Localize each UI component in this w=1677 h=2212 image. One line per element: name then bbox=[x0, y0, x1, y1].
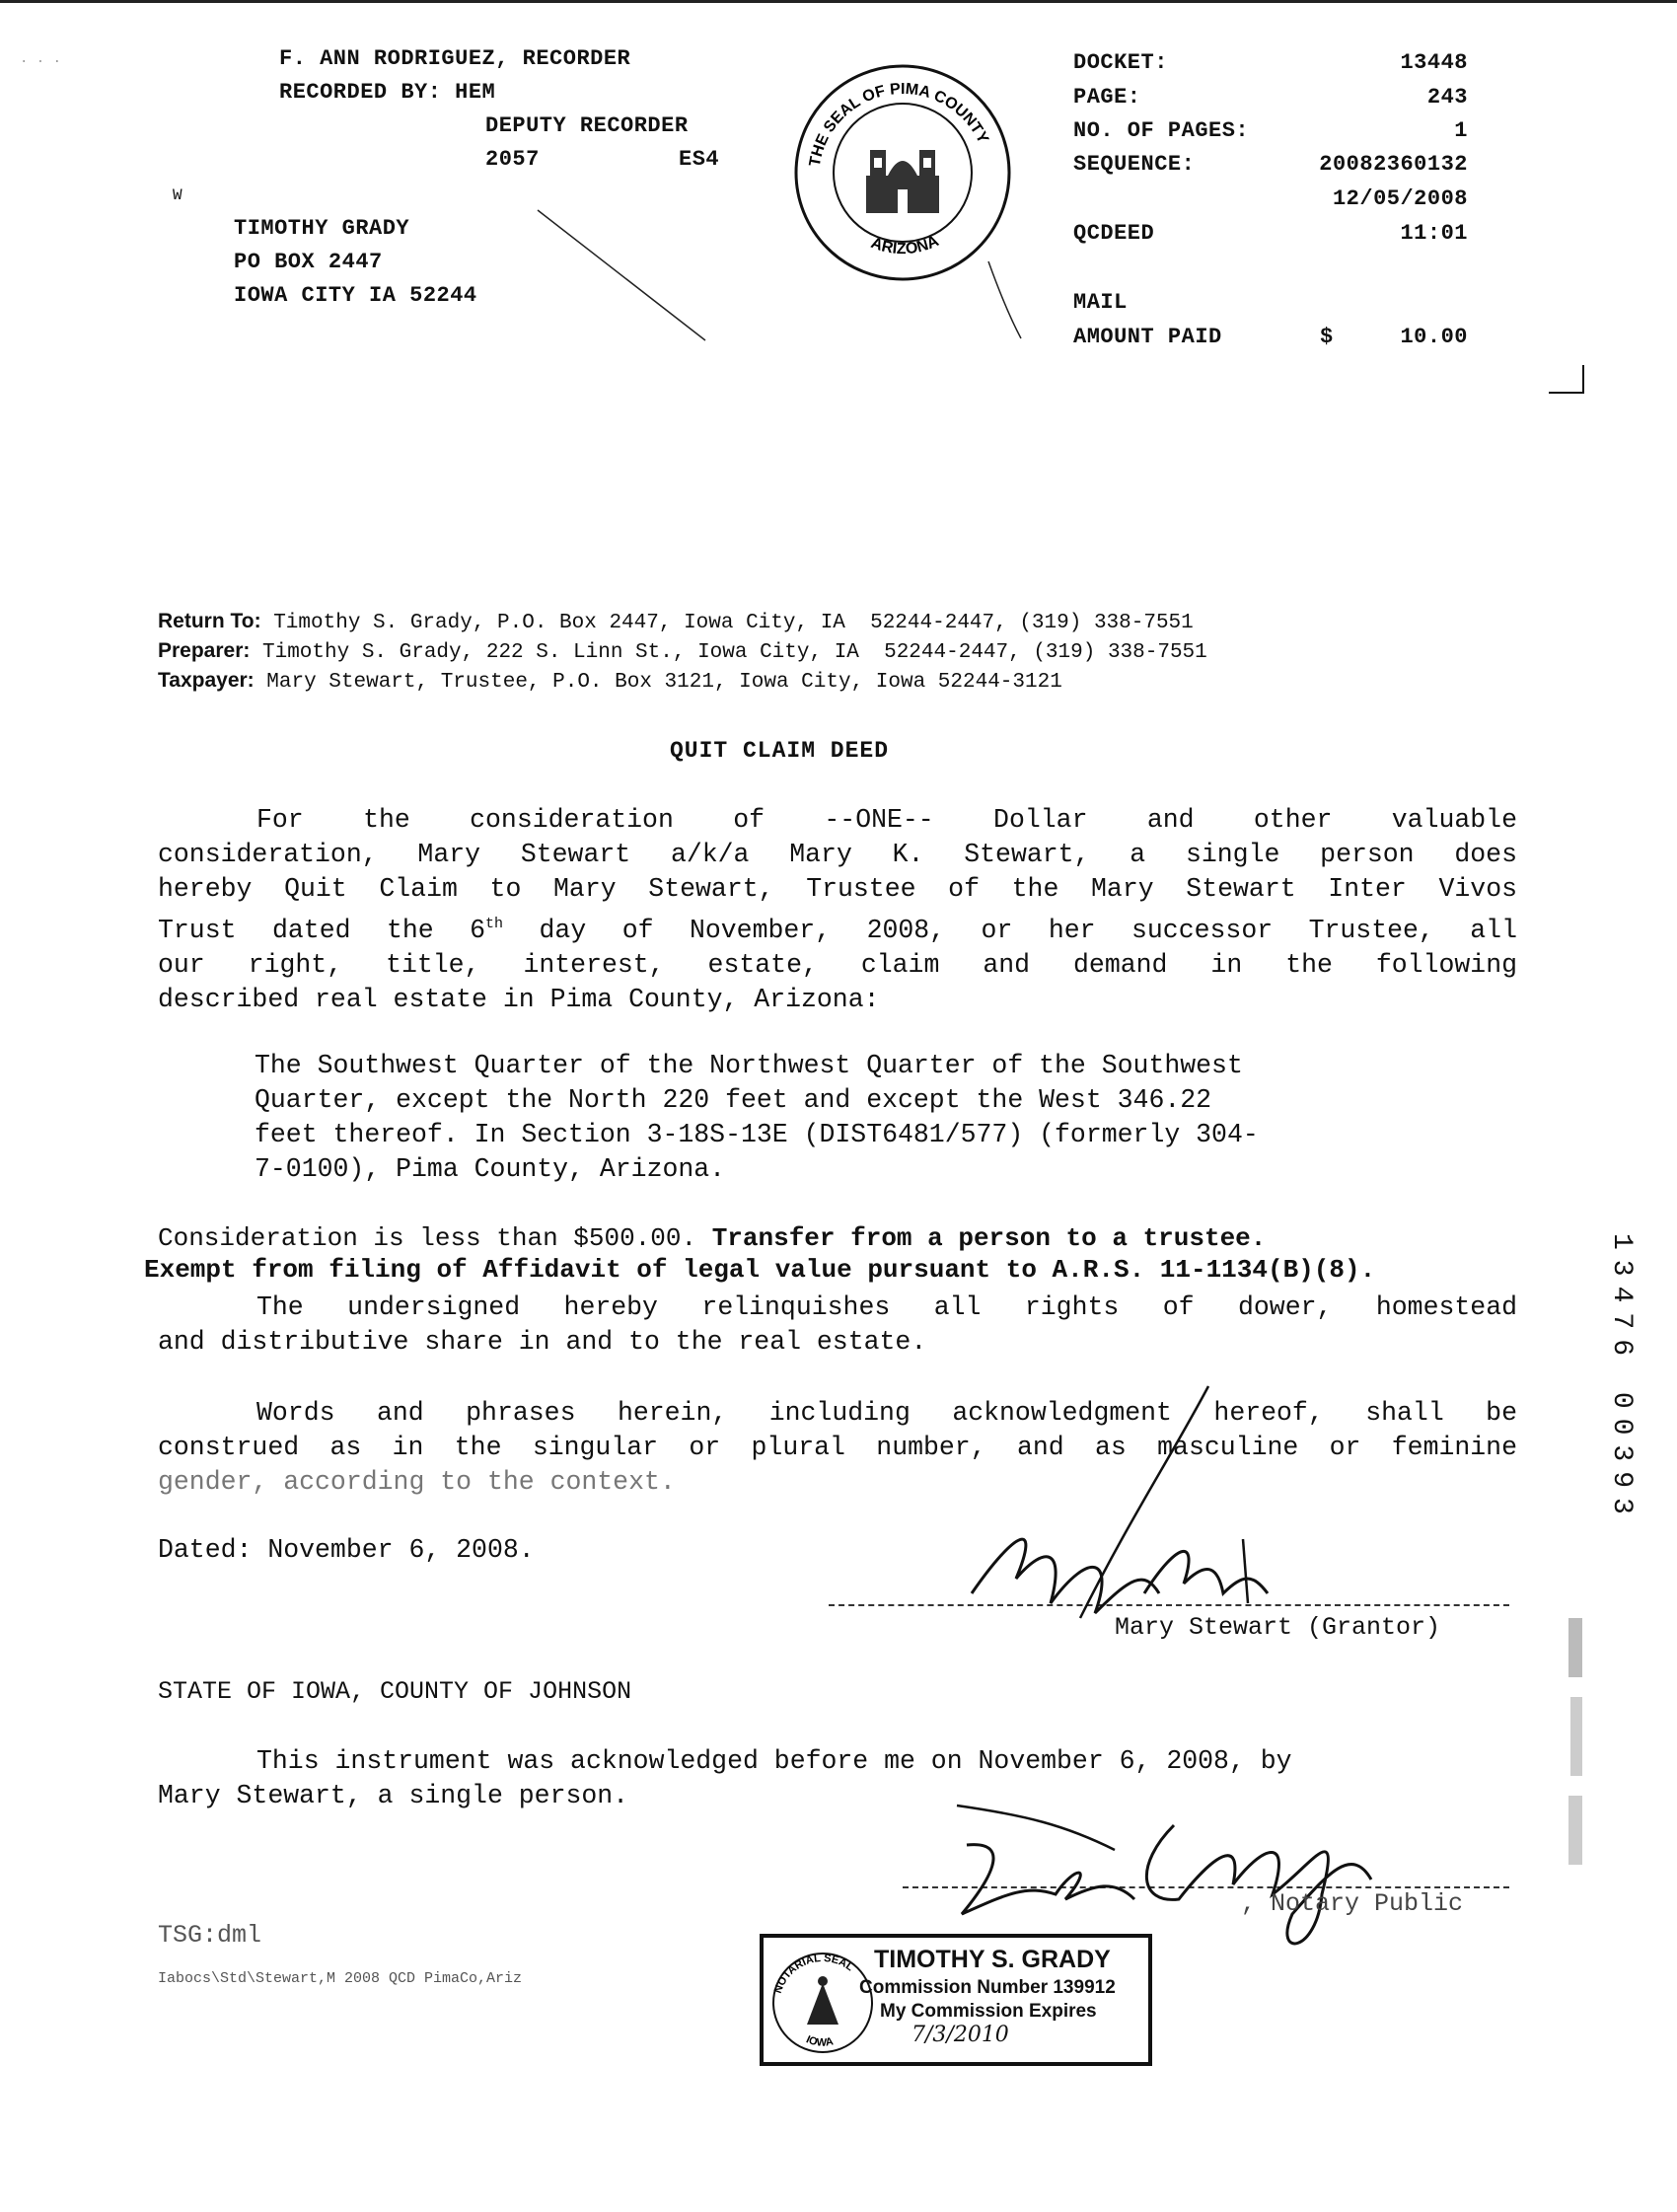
mail-to-name: TIMOTHY GRADY bbox=[234, 216, 410, 241]
conveyance-line-3: hereby Quit Claim to Mary Stewart, Trustee of the Mary Stewart Inter Vivos bbox=[158, 874, 1517, 904]
sequence-value: 20082360132 bbox=[1319, 152, 1468, 177]
conveyance-line-1: For the consideration of --ONE-- Dollar and other valuable bbox=[256, 805, 1517, 835]
legal-line-3: feet thereof. In Section 3-18S-13E (DIST6481/577) (formerly 304- bbox=[255, 1120, 1259, 1149]
conveyance-paragraph bbox=[158, 803, 1517, 1017]
docket-label: DOCKET: bbox=[1073, 50, 1168, 75]
margin-document-number: 13476 00393 bbox=[1606, 1233, 1637, 1524]
mail-to-box: PO BOX 2447 bbox=[234, 250, 383, 274]
grantor-signature bbox=[957, 1381, 1332, 1643]
venue-line: STATE OF IOWA, COUNTY OF JOHNSON bbox=[158, 1677, 632, 1706]
recorder-station: ES4 bbox=[679, 147, 720, 172]
page-label: PAGE: bbox=[1073, 85, 1141, 110]
notarial-seal-bottom-text: IOWA bbox=[804, 2033, 835, 2049]
page-value: 243 bbox=[1426, 85, 1468, 110]
construction-line-2: construed as in the singular or plural number, and as masculine or feminine bbox=[158, 1433, 1517, 1462]
mail-label: MAIL bbox=[1073, 290, 1128, 315]
scan-speck: · · · bbox=[20, 54, 62, 70]
notary-emblem-icon bbox=[807, 1983, 838, 2025]
document-type: QCDEED bbox=[1073, 221, 1155, 246]
mail-mark: W bbox=[173, 186, 183, 204]
conveyance-line-5: our right, title, interest, estate, claim and demand in the following bbox=[158, 949, 1517, 980]
recorder-code: 2057 bbox=[485, 147, 540, 172]
conveyance-line-4: Trust dated the 6th day of November, 2008, or her successor Trustee, all bbox=[158, 915, 1517, 945]
notary-caption: , Notary Public bbox=[1241, 1889, 1464, 1918]
document-title: QUIT CLAIM DEED bbox=[669, 738, 890, 764]
notary-expires-label: My Commission Expires bbox=[880, 2001, 1097, 2022]
grantor-caption: Mary Stewart (Grantor) bbox=[1115, 1613, 1441, 1642]
legal-line-4: 7-0100), Pima County, Arizona. bbox=[255, 1154, 726, 1184]
legal-line-1: The Southwest Quarter of the Northwest Quarter of the Southwest bbox=[255, 1051, 1243, 1080]
currency-symbol: $ bbox=[1320, 325, 1334, 349]
exemption-line: Exempt from filing of Affidavit of legal value pursuant to A.R.S. 11-1134(B)(8). bbox=[144, 1255, 1376, 1285]
pages-label: NO. OF PAGES: bbox=[1073, 118, 1250, 143]
deputy-recorder: DEPUTY RECORDER bbox=[485, 113, 689, 138]
conveyance-line-2: consideration, Mary Stewart a/k/a Mary K. Stewart, a single person does bbox=[158, 840, 1517, 869]
pages-value: 1 bbox=[1454, 118, 1468, 143]
preparer-line: Preparer: Timothy S. Grady, 222 S. Linn St., Iowa City, IA 52244-2447, (319) 338-7551 bbox=[158, 639, 1207, 664]
amount-label: AMOUNT PAID bbox=[1073, 325, 1222, 349]
dower-paragraph bbox=[158, 1290, 1517, 1360]
recorder-name: F. ANN RODRIGUEZ, RECORDER bbox=[279, 46, 631, 71]
seal-pen-strokes bbox=[513, 202, 1046, 350]
acknowledgment-line-2: Mary Stewart, a single person. bbox=[158, 1781, 629, 1810]
conveyance-line-6: described real estate in Pima County, Arizona: bbox=[158, 984, 880, 1014]
sequence-label: SEQUENCE: bbox=[1073, 152, 1196, 177]
docket-value: 13448 bbox=[1400, 50, 1468, 75]
legal-line-2: Quarter, except the North 220 feet and except the West 346.22 bbox=[255, 1085, 1212, 1115]
acknowledgment-line-1: This instrument was acknowledged before me on November 6, 2008, by bbox=[256, 1746, 1292, 1776]
recording-date: 12/05/2008 bbox=[1332, 186, 1468, 211]
notary-name: TIMOTHY S. GRADY bbox=[874, 1946, 1111, 1973]
mail-to-city: IOWA CITY IA 52244 bbox=[234, 283, 477, 308]
legal-description bbox=[255, 1049, 1438, 1187]
margin-smudge-marks bbox=[1559, 1618, 1598, 1914]
taxpayer-line: Taxpayer: Mary Stewart, Trustee, P.O. Box 3121, Iowa City, Iowa 52244-3121 bbox=[158, 669, 1062, 694]
notarial-seal bbox=[767, 1946, 876, 2054]
notary-stamp bbox=[760, 1934, 1152, 2066]
consideration-line: Consideration is less than $500.00. Transfer from a person to a trustee. bbox=[158, 1223, 1267, 1253]
dower-line-2: and distributive share in and to the real estate. bbox=[158, 1327, 927, 1357]
seal-top-text: THE SEAL OF PIMA COUNTY bbox=[806, 80, 991, 169]
recorded-by: RECORDED BY: HEM bbox=[279, 80, 496, 105]
page-top-border bbox=[0, 0, 1677, 3]
notary-commission: Commission Number 139912 bbox=[859, 1977, 1116, 1998]
construction-line-3: gender, according to the context. bbox=[158, 1467, 676, 1497]
notarial-seal-top-text: NOTARIAL SEAL bbox=[771, 1952, 856, 1996]
return-to-line: Return To: Timothy S. Grady, P.O. Box 2447, Iowa City, IA 52244-2447, (319) 338-7551 bbox=[158, 610, 1194, 634]
dated-line: Dated: November 6, 2008. bbox=[158, 1535, 535, 1565]
file-path: Iabocs\Std\Stewart,M 2008 QCD PimaCo,Ariz bbox=[158, 1970, 523, 1987]
notary-expiry-date: 7/3/2010 bbox=[911, 2023, 1009, 2047]
dower-line-1: The undersigned hereby relinquishes all rights of dower, homestead bbox=[256, 1292, 1517, 1322]
construction-line-1: Words and phrases herein, including acknowledgment hereof, shall be bbox=[256, 1398, 1517, 1428]
seal-bottom-text: ARIZONA bbox=[868, 232, 942, 258]
typist-initials: TSG:dml bbox=[158, 1921, 262, 1950]
margin-bracket-mark bbox=[1544, 363, 1593, 403]
recording-time: 11:01 bbox=[1400, 221, 1468, 246]
amount-value: 10.00 bbox=[1400, 325, 1468, 349]
